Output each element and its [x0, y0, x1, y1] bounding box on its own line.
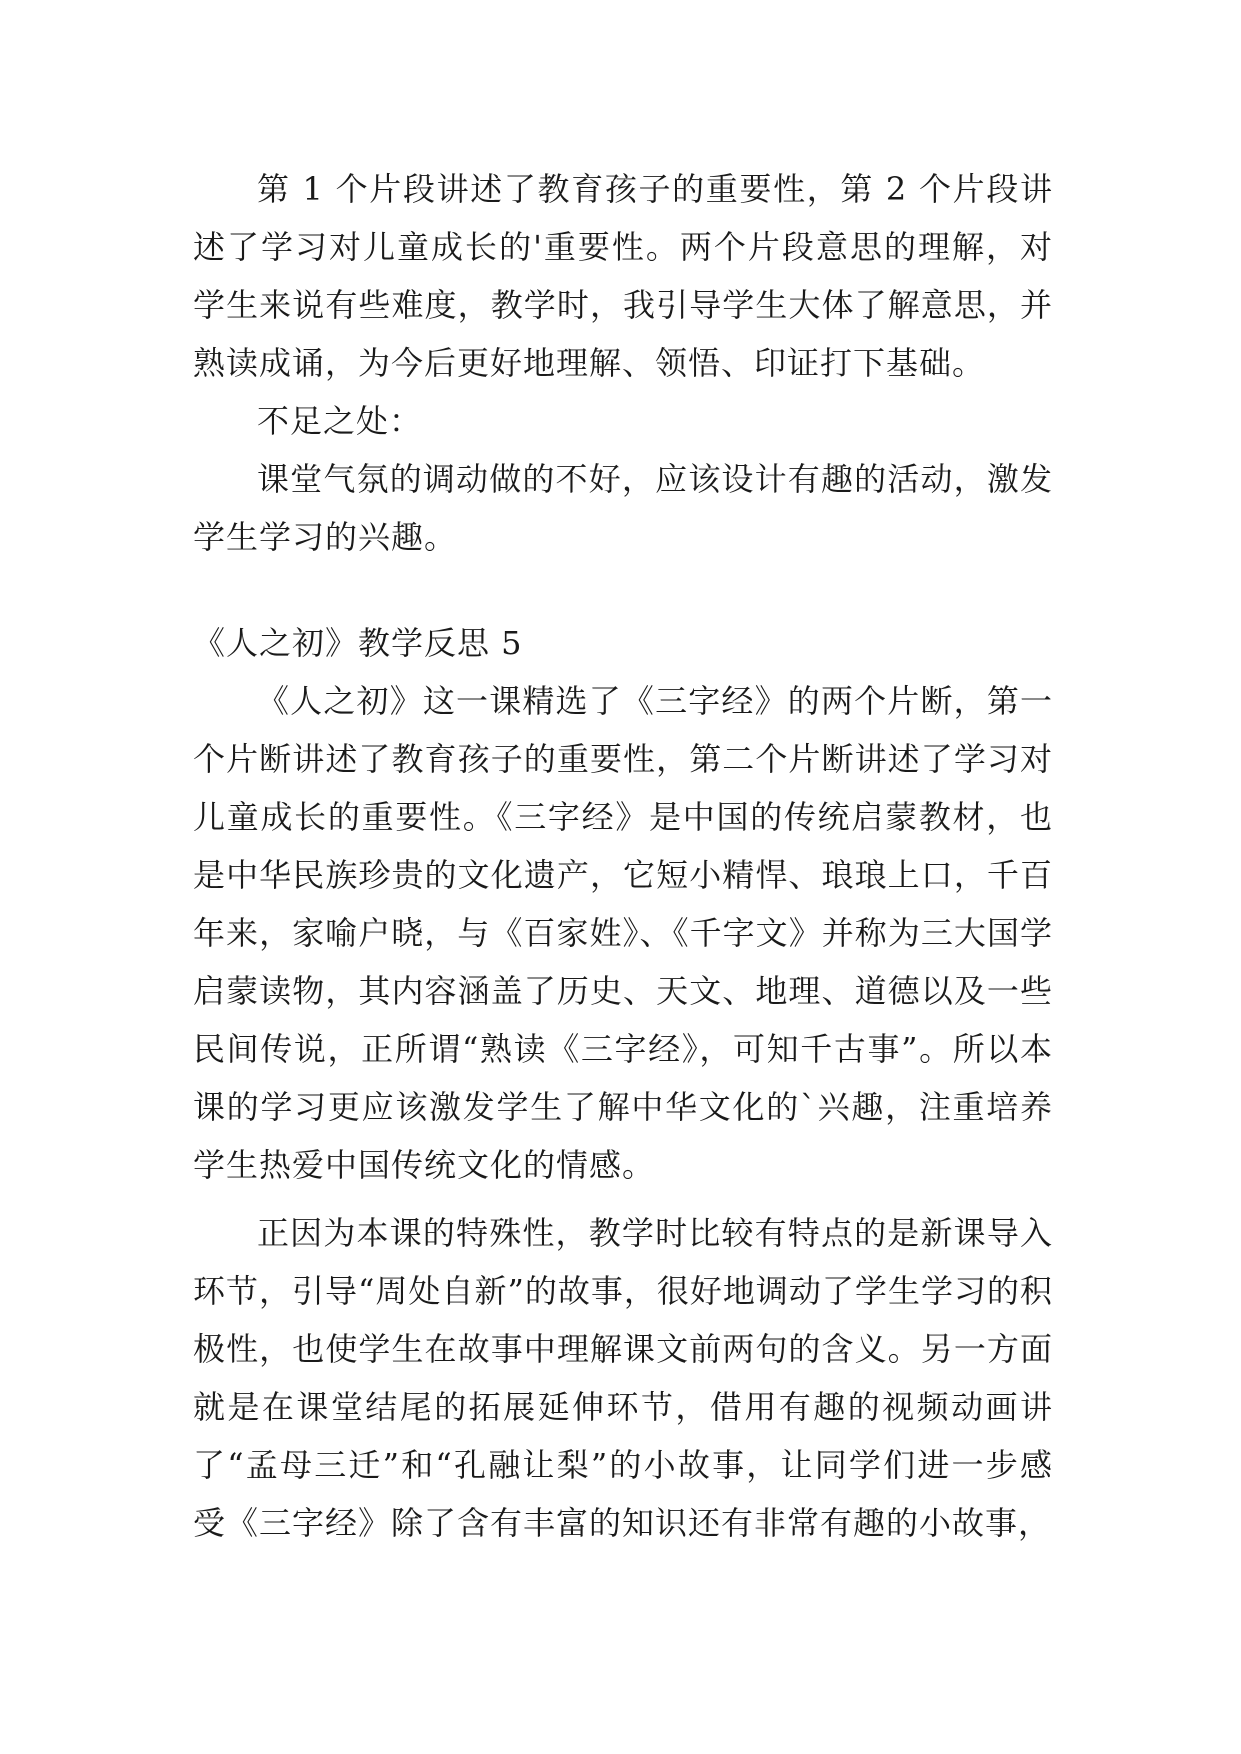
- paragraph-teaching-highlights: 正因为本课的特殊性，教学时比较有特点的是新课导入环节，引导“周处自新”的故事，很好地调动了学生学习的积极性，也使学生在故事中理解课文前两句的含义。另一方面就是在课堂结尾的拓展延伸环节，借用有趣的视频动画讲了“孟母三迁”和“孔融让梨”的小故事，让同学们进一步感受《三字经》除了含有丰富的知识还有非常有趣的小故事，: [193, 1214, 1053, 1542]
- document-body: [193, 160, 1053, 1552]
- section-heading: 《人之初》教学反思 5: [193, 624, 523, 662]
- paragraph-lesson-overview: 《人之初》这一课精选了《三字经》的两个片断，第一个片断讲述了教育孩子的重要性，第二个片断讲述了学习对儿童成长的重要性。《三字经》是中国的传统启蒙教材，也是中华民族珍贵的文化遗产，它短小精悍、琅琅上口，千百年来，家喻户晓，与《百家姓》、《千字文》并称为三大国学启蒙读物，其内容涵盖了历史、天文、地理、道德以及一些民间传说，正所谓“熟读《三字经》，可知千古事”。所以本课的学习更应该激发学生了解中华文化的`兴趣，注重培养学生热爱中国传统文化的情感。: [193, 682, 1053, 1184]
- paragraph-segments-importance: 第 1 个片段讲述了教育孩子的重要性，第 2 个片段讲述了学习对儿童成长的'重要性。两个片段意思的理解，对学生来说有些难度，教学时，我引导学生大体了解意思，并熟读成诵，为今后更好地理解、领悟、印证打下基础。: [193, 170, 1053, 382]
- paragraph-spacer: [193, 1194, 1053, 1204]
- paragraph-shortcomings-label: 不足之处：: [257, 402, 423, 440]
- paragraph-shortcomings-detail: 课堂气氛的调动做的不好，应该设计有趣的活动，激发学生学习的兴趣。: [193, 460, 1053, 556]
- section-spacer: [193, 566, 1053, 614]
